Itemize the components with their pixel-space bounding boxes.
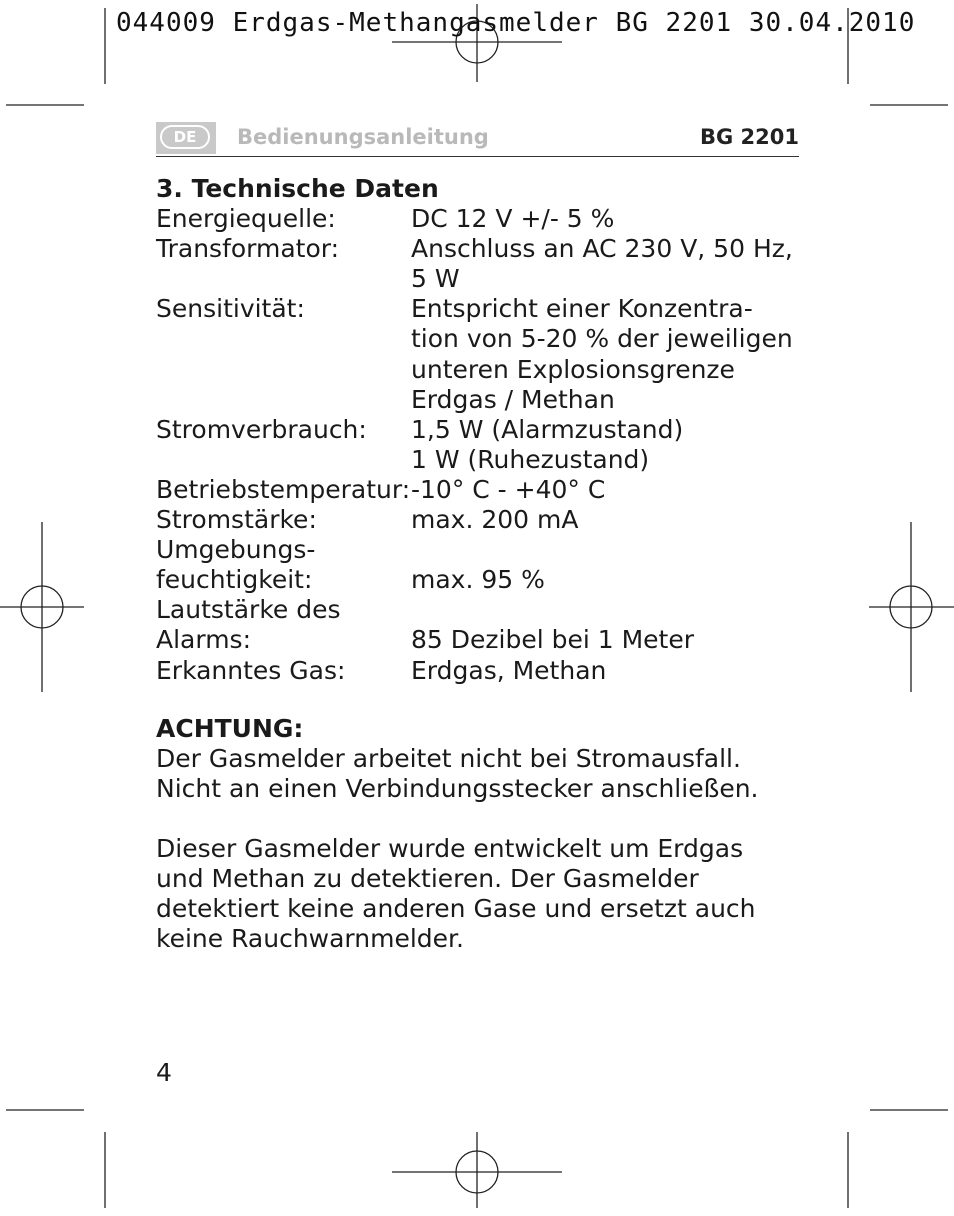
spec-label: Lautstärke des	[156, 595, 341, 625]
note-line: und Methan zu detektieren. Der Gasmelder	[156, 863, 699, 893]
spec-value: DC 12 V +/- 5 %	[411, 204, 615, 234]
spec-value: 85 Dezibel bei 1 Meter	[411, 625, 695, 655]
spec-label: Energiequelle:	[156, 204, 336, 234]
spec-value: Erdgas / Methan	[411, 384, 615, 414]
spec-value: tion von 5-20 % der jeweiligen	[411, 324, 793, 354]
spec-value: max. 95 %	[411, 565, 545, 595]
spec-row	[156, 415, 806, 445]
spec-label	[156, 355, 411, 385]
spec-label: Alarms:	[156, 625, 252, 655]
page-number: 4	[156, 1058, 172, 1087]
spec-label: Transformator:	[156, 234, 340, 264]
spec-label	[156, 445, 411, 475]
spec-value: -10° C - +40° C	[411, 474, 606, 504]
spec-label	[156, 324, 411, 354]
spec-label: Stromverbrauch:	[156, 414, 367, 444]
header-title: Bedienungsanleitung	[237, 125, 489, 149]
spec-row	[156, 535, 806, 565]
spec-label: Umgebungs-	[156, 535, 316, 565]
warning-line: Nicht an einen Verbindungsstecker anschließen.	[156, 773, 759, 803]
spec-row	[156, 475, 806, 505]
spec-row	[156, 445, 806, 475]
spec-row	[156, 204, 806, 234]
section-title: 3. Technische Daten	[156, 174, 439, 203]
spec-value	[411, 595, 806, 625]
language-badge	[156, 122, 216, 154]
spec-value: max. 200 mA	[411, 505, 579, 535]
spec-row	[156, 294, 806, 324]
spec-row	[156, 355, 806, 385]
note-line: detektiert keine anderen Gase und ersetzt auch	[156, 894, 756, 924]
spec-value: 5 W	[411, 264, 460, 294]
page-header	[156, 120, 799, 157]
spec-row	[156, 385, 806, 415]
note-line: Dieser Gasmelder wurde entwickelt um Erdgas	[156, 833, 744, 863]
spec-row	[156, 625, 806, 655]
spec-value: Erdgas, Methan	[411, 655, 607, 685]
spec-table	[156, 204, 806, 686]
warning-title: ACHTUNG:	[156, 713, 304, 743]
warning-line: Der Gasmelder arbeitet nicht bei Stromausfall.	[156, 743, 741, 773]
spec-value: unteren Explosionsgrenze	[411, 354, 735, 384]
spec-label	[156, 264, 411, 294]
print-slug-line: 044009 Erdgas-Methangasmelder BG 2201 30.04.2010	[116, 8, 916, 38]
spec-row	[156, 656, 806, 686]
spec-value: Entspricht einer Konzentra-	[411, 294, 753, 324]
language-badge-label: DE	[160, 125, 210, 149]
spec-value: 1 W (Ruhezustand)	[411, 444, 650, 474]
spec-label: feuchtigkeit:	[156, 565, 313, 595]
spec-row	[156, 234, 806, 264]
spec-value: Anschluss an AC 230 V, 50 Hz,	[411, 234, 793, 264]
note-line: keine Rauchwarnmelder.	[156, 924, 464, 954]
spec-label: Erkanntes Gas:	[156, 655, 346, 685]
spec-row	[156, 264, 806, 294]
spec-label: Stromstärke:	[156, 505, 317, 535]
spec-label	[156, 385, 411, 415]
spec-label: Betriebstemperatur:	[156, 474, 411, 504]
spec-value	[411, 535, 806, 565]
spec-row	[156, 565, 806, 595]
spec-label: Sensitivität:	[156, 294, 305, 324]
spec-row	[156, 595, 806, 625]
spec-row	[156, 324, 806, 354]
spec-row	[156, 505, 806, 535]
page-content	[156, 174, 806, 954]
header-model: BG 2201	[699, 125, 799, 149]
spec-value: 1,5 W (Alarmzustand)	[411, 414, 684, 444]
